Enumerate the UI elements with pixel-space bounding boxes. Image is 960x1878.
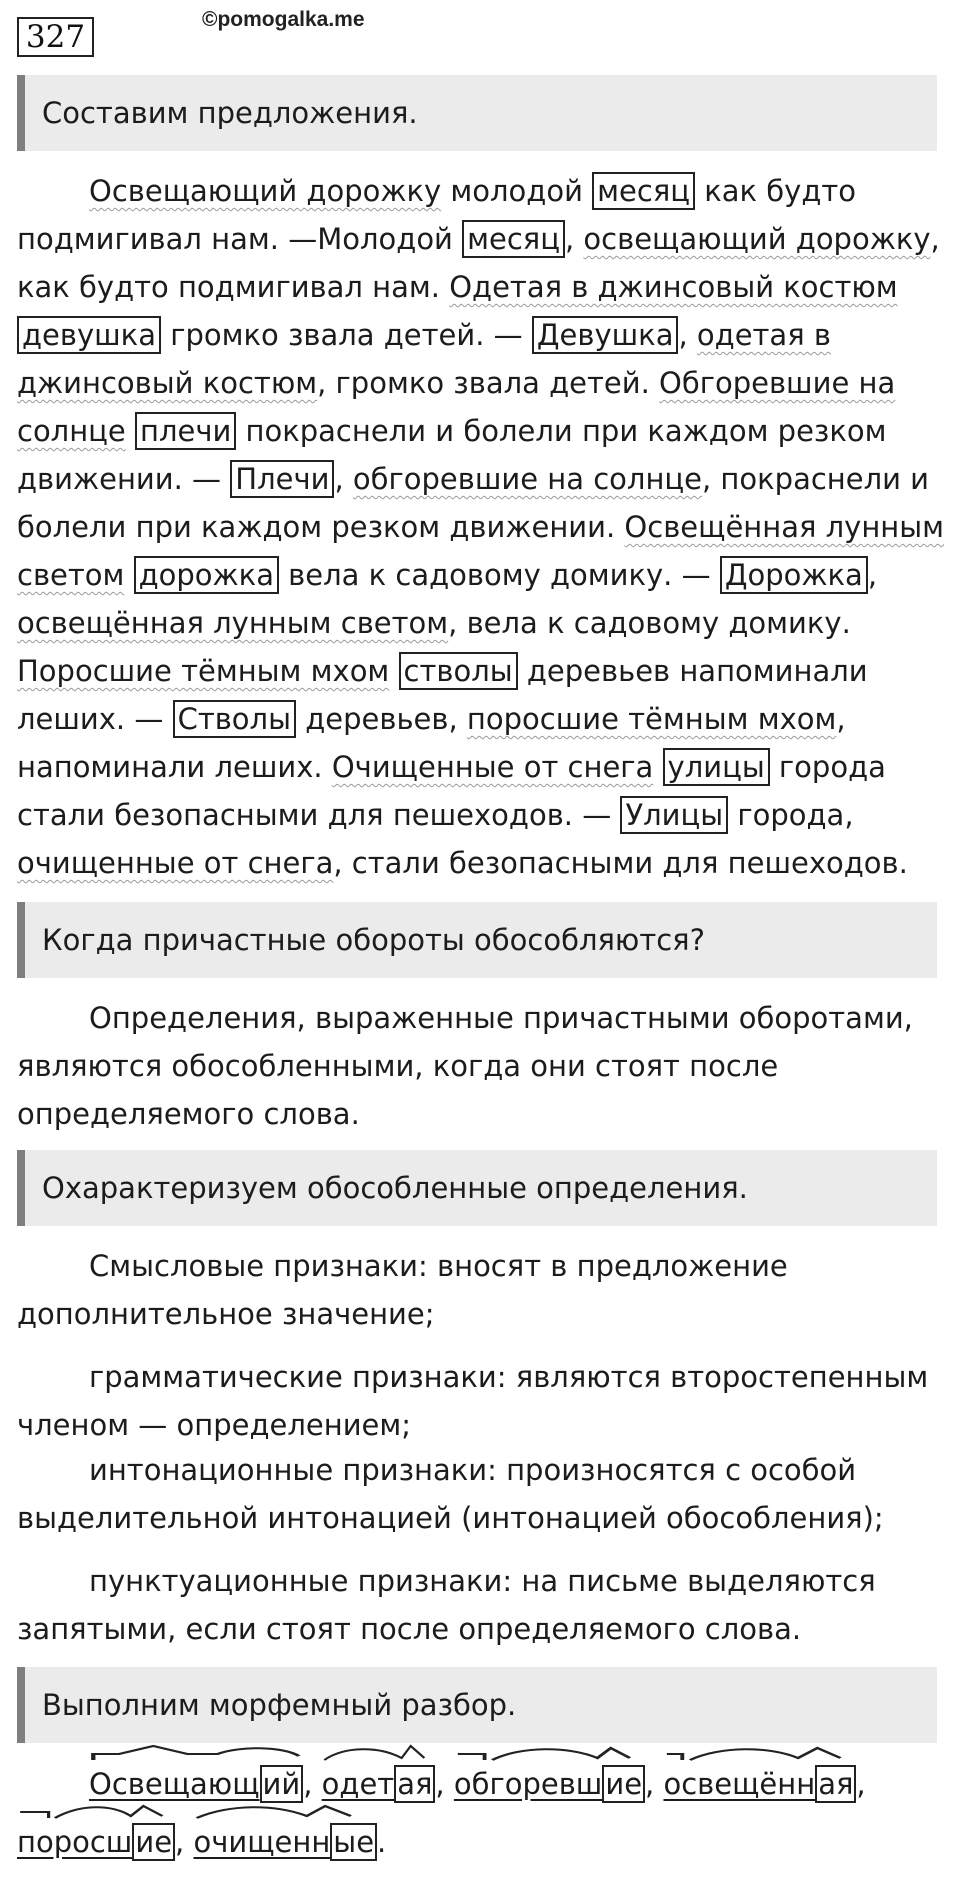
line: Поросшие тёмным мхом стволы деревьев напоминали (17, 654, 868, 688)
root-arc-icon (193, 1802, 377, 1820)
heading-characterize: Охарактеризуем обособленные определения. (17, 1150, 937, 1226)
boxed-noun: месяц (462, 220, 565, 258)
line: солнце плечи покраснели и болели при каждом резком (17, 414, 887, 448)
line: Освещающий дорожку молодой месяц как будто (89, 174, 857, 208)
root-arc-icon (89, 1744, 303, 1762)
morpheme-analysis: Освещающ ий , одет ая , обгоревш ие , освещённ ая , поросш ие , очищенн ые . (17, 1760, 947, 1876)
boxed-noun: месяц (592, 172, 695, 210)
boxed-noun: Улицы (620, 796, 728, 834)
line: подмигивал нам. —Молодой месяц , освещающий дорожку, (17, 222, 940, 256)
boxed-noun: девушка (17, 316, 161, 354)
heading-compose-sentences: Составим предложения. (17, 75, 937, 151)
root-arc-icon (322, 1744, 436, 1762)
answer-characterize: Смысловые признаки: вносят в предложение дополнительное значение; (17, 1249, 788, 1331)
line: освещённая лунным светом, вела к садовому домику. (17, 606, 851, 640)
line: болели при каждом резком движении. Освещённая лунным (17, 510, 945, 544)
answer-grammatical: грамматические признаки: являются второстепенным членом — определением; (17, 1360, 929, 1442)
boxed-noun: улицы (663, 748, 770, 786)
answer-intonation: интонационные признаки: произносятся с особой выделительной интонацией (интонацией обособления); (17, 1453, 884, 1535)
line: светом дорожка вела к садовому домику. — Дорожка , (17, 558, 878, 592)
root-arc-icon (454, 1744, 645, 1762)
morpheme-word: поросш ие (17, 1818, 175, 1866)
line: как будто подмигивал нам. Одетая в джинсовый костюм (17, 270, 898, 304)
boxed-noun: плечи (135, 412, 236, 450)
morpheme-word: одет ая (322, 1760, 436, 1808)
line: девушка громко звала детей. — Девушка , одетая в (17, 311, 947, 359)
line: стали безопасными для пешеходов. — Улицы города, (17, 798, 854, 832)
line: джинсовый костюм, громко звала детей. Обгоревшие на (17, 366, 896, 400)
boxed-noun: дорожка (134, 556, 279, 594)
answer-when-isolated: Определения, выраженные причастными оборотами, являются обособленными, когда они стоят после определяемого слова. (17, 1001, 913, 1131)
heading-when-isolated: Когда причастные обороты обособляются? (17, 902, 937, 978)
line: напоминали леших. Очищенные от снега улицы города (17, 750, 886, 784)
heading-morpheme: Выполним морфемный разбор. (17, 1667, 937, 1743)
boxed-noun: стволы (399, 652, 518, 690)
morpheme-word: освещённ ая (663, 1760, 856, 1808)
line: очищенные от снега, стали безопасными для пешеходов. (17, 846, 908, 880)
exercise-number: 327 (17, 17, 94, 57)
boxed-noun: Стволы (173, 700, 296, 738)
boxed-noun: Дорожка (720, 556, 868, 594)
boxed-noun: Плечи (230, 460, 334, 498)
line: движении. — Плечи , обгоревшие на солнце, покраснели и (17, 462, 930, 496)
morpheme-word: Освещающ ий (89, 1760, 303, 1808)
boxed-noun: Девушка (532, 316, 679, 354)
morpheme-word: очищенн ые (193, 1818, 377, 1866)
line: леших. — Стволы деревьев, поросшие тёмным мхом, (17, 702, 846, 736)
root-arc-icon (17, 1802, 175, 1820)
sentences-paragraph (17, 167, 947, 887)
root-arc-icon (663, 1744, 856, 1762)
site-watermark: ©pomogalka.me (202, 8, 365, 31)
answer-punctuation: пунктуационные признаки: на письме выделяются запятыми, если стоят после определяемого слова. (17, 1564, 876, 1646)
morpheme-word: обгоревш ие (454, 1760, 645, 1808)
